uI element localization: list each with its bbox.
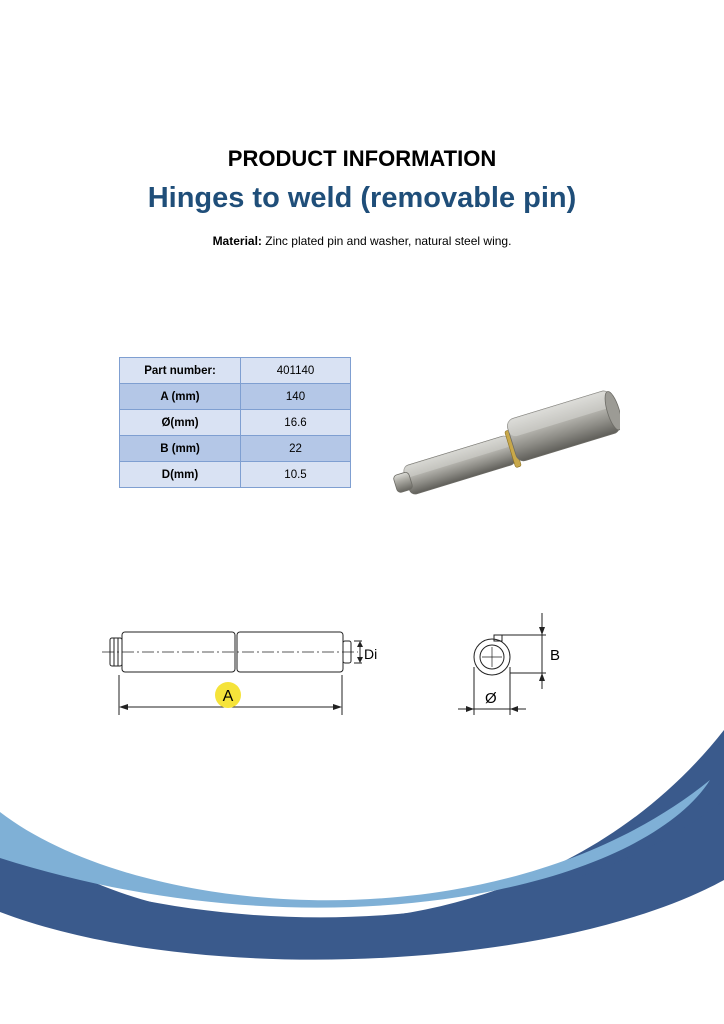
dimension-a-label: A bbox=[222, 688, 234, 705]
end-view-drawing bbox=[450, 605, 570, 720]
spec-value: 22 bbox=[241, 436, 351, 462]
spec-row bbox=[120, 358, 351, 384]
spec-row bbox=[120, 436, 351, 462]
spec-label: D(mm) bbox=[120, 462, 241, 488]
side-view-drawing bbox=[100, 615, 390, 725]
spec-row bbox=[120, 410, 351, 436]
spec-value: 401140 bbox=[241, 358, 351, 384]
spec-row bbox=[120, 462, 351, 488]
spec-row bbox=[120, 384, 351, 410]
footer-wave-decoration bbox=[0, 720, 724, 1024]
page-title: PRODUCT INFORMATION bbox=[227, 146, 497, 171]
dimension-b-label: B bbox=[550, 647, 561, 664]
spec-value: 10.5 bbox=[241, 462, 351, 488]
spec-label: Part number: bbox=[120, 358, 241, 384]
material-text: Zinc plated pin and washer, natural steel wing. bbox=[265, 234, 512, 248]
spec-value: 16.6 bbox=[241, 410, 351, 436]
spec-value: 140 bbox=[241, 384, 351, 410]
material-line bbox=[0, 234, 724, 248]
hinge-photo bbox=[380, 365, 620, 510]
spec-label: B (mm) bbox=[120, 436, 241, 462]
dimension-di-label: Di bbox=[364, 646, 378, 662]
product-name: Hinges to weld (removable pin) bbox=[147, 182, 577, 214]
spec-label: Ø(mm) bbox=[120, 410, 241, 436]
dimension-diameter-label: Ø bbox=[485, 690, 497, 707]
spec-label: A (mm) bbox=[120, 384, 241, 410]
material-label: Material: bbox=[212, 234, 262, 248]
spec-table bbox=[119, 357, 351, 488]
